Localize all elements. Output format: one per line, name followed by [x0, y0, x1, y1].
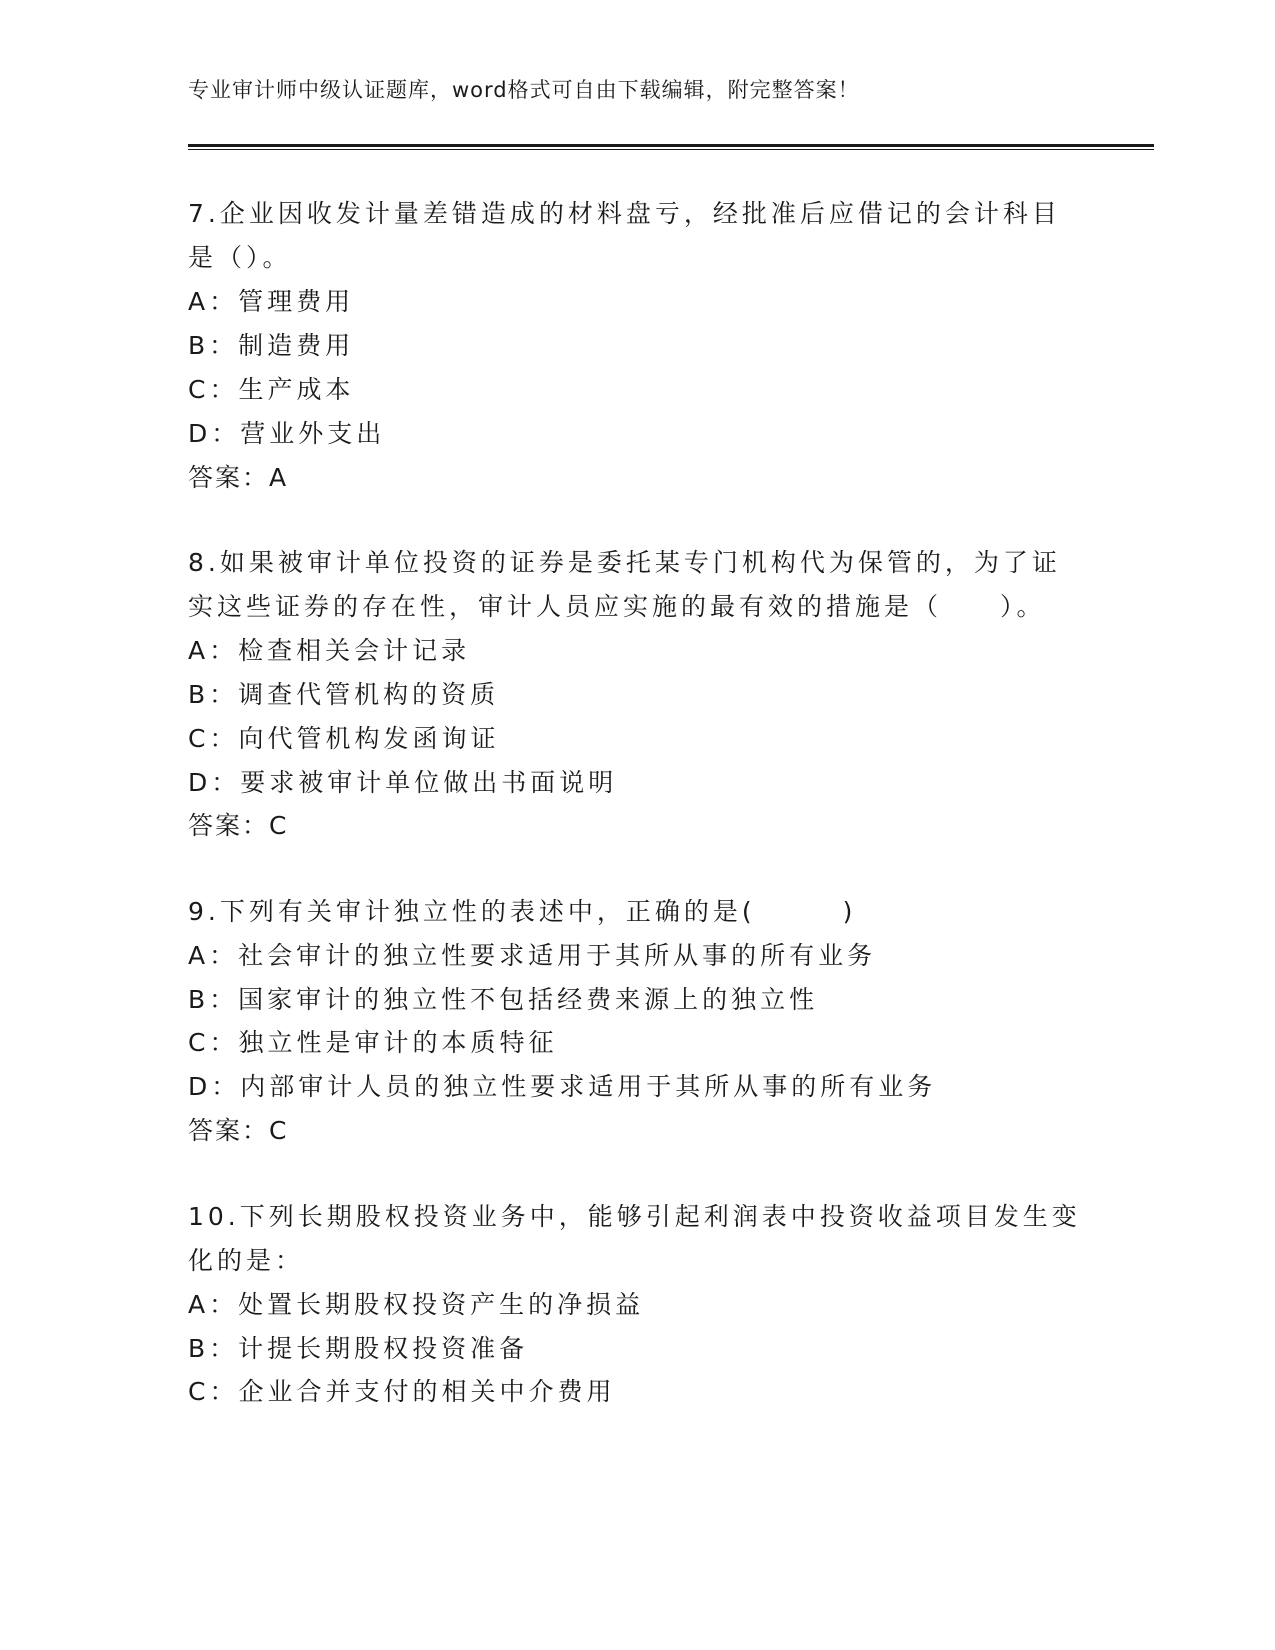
answer: 答案：C [188, 1116, 289, 1145]
answer: 答案：C [188, 811, 289, 840]
option-c: C：生产成本 [188, 375, 355, 404]
question-stem: 10.下列长期股权投资业务中，能够引起利润表中投资收益项目发生变 [188, 1202, 1081, 1231]
option-d: D：营业外支出 [188, 419, 386, 448]
option-c: C：向代管机构发函询证 [188, 724, 500, 753]
answer: 答案：A [188, 463, 289, 492]
option-a: A：检查相关会计记录 [188, 636, 471, 665]
option-b: B：计提长期股权投资准备 [188, 1334, 529, 1363]
header-divider-thick [188, 144, 1154, 147]
option-c: C：独立性是审计的本质特征 [188, 1028, 558, 1057]
option-d: D：要求被审计单位做出书面说明 [188, 768, 618, 797]
option-a: A：管理费用 [188, 287, 355, 316]
header-divider-thin [188, 149, 1154, 150]
question-stem: 化的是： [188, 1246, 305, 1275]
question-stem: 8.如果被审计单位投资的证券是委托某专门机构代为保管的，为了证 [188, 548, 1061, 577]
question-stem: 7.企业因收发计量差错造成的材料盘亏，经批准后应借记的会计科目 [188, 199, 1061, 228]
option-d: D：内部审计人员的独立性要求适用于其所从事的所有业务 [188, 1072, 937, 1101]
option-a: A：处置长期股权投资产生的净损益 [188, 1290, 645, 1319]
option-b: B：国家审计的独立性不包括经费来源上的独立性 [188, 985, 819, 1014]
option-b: B：制造费用 [188, 331, 355, 360]
question-stem: 实这些证券的存在性，审计人员应实施的最有效的措施是（ ）。 [188, 592, 1046, 621]
header-title: 专业审计师中级认证题库，word格式可自由下载编辑，附完整答案！ [188, 78, 860, 102]
option-a: A：社会审计的独立性要求适用于其所从事的所有业务 [188, 941, 877, 970]
option-b: B：调查代管机构的资质 [188, 680, 500, 709]
question-stem: 是（）。 [188, 243, 292, 272]
option-c: C：企业合并支付的相关中介费用 [188, 1377, 616, 1406]
question-stem: 9.下列有关审计独立性的表述中，正确的是( ) [188, 897, 857, 926]
